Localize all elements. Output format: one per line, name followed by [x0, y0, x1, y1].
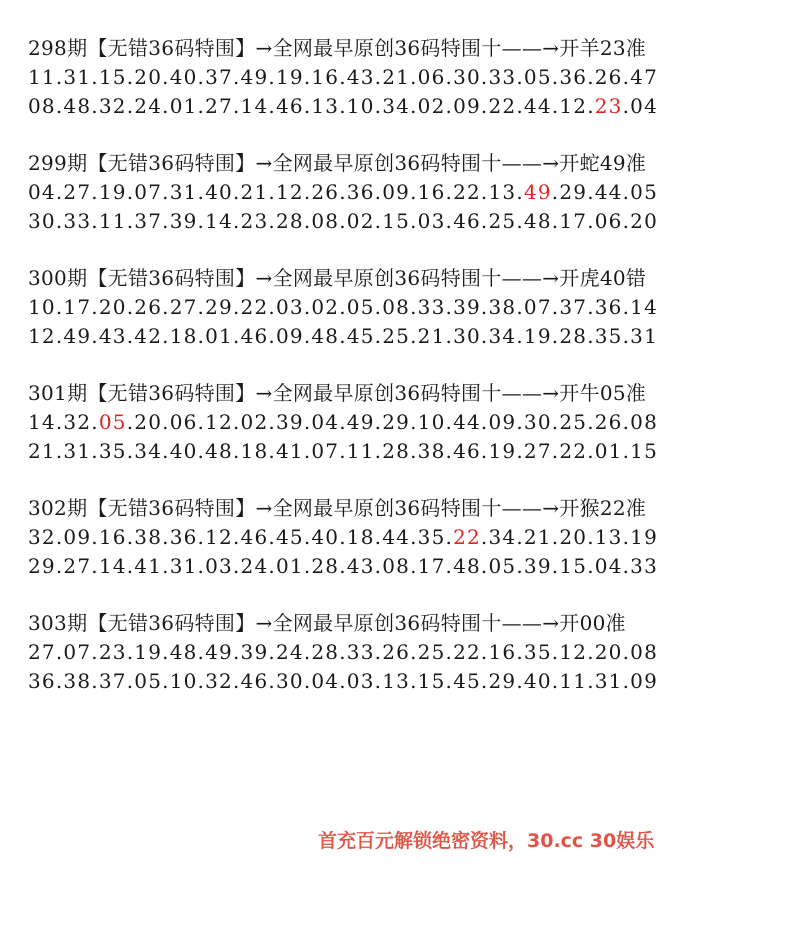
number-row: 29.27.14.41.31.03.24.01.28.43.08.17.48.05.39.15.04.33: [28, 554, 659, 578]
number-cell: 29: [559, 180, 588, 204]
number-cell: 20: [98, 295, 127, 319]
number-cell: 18: [169, 324, 198, 348]
number-cell: 34: [488, 525, 517, 549]
number-cell: 22: [240, 295, 269, 319]
number-cell: 10: [28, 295, 56, 319]
winning-number: 49: [523, 180, 552, 204]
number-cell: 14: [205, 209, 233, 233]
number-cell: 35: [98, 439, 127, 463]
period-header: 303期【无错36码特围】→全网最早原创36码特围十——→开00准: [28, 611, 626, 635]
number-cell: 28: [382, 439, 411, 463]
number-cell: 34: [134, 439, 163, 463]
number-cell: 08: [382, 554, 411, 578]
number-cell: 07: [134, 180, 163, 204]
number-cell: 12: [205, 410, 233, 434]
number-cell: 44: [523, 94, 552, 118]
number-cell: 41: [275, 439, 304, 463]
number-cell: 30: [523, 410, 552, 434]
number-cell: 40: [523, 669, 552, 693]
number-row: 30.33.11.37.39.14.23.28.08.02.15.03.46.25.48.17.06.20: [28, 209, 659, 233]
number-cell: 10: [169, 669, 198, 693]
number-cell: 20: [134, 410, 163, 434]
number-cell: 15: [417, 669, 446, 693]
number-cell: 17: [63, 295, 92, 319]
number-cell: 27: [523, 439, 552, 463]
number-cell: 25: [488, 209, 517, 233]
number-cell: 05: [488, 554, 517, 578]
number-cell: 48: [63, 94, 92, 118]
number-cell: 28: [275, 209, 304, 233]
number-cell: 37: [134, 209, 163, 233]
number-cell: 09: [488, 410, 517, 434]
number-cell: 42: [134, 324, 163, 348]
number-cell: 16: [417, 180, 446, 204]
number-cell: 11: [559, 669, 588, 693]
number-cell: 14: [28, 410, 56, 434]
number-cell: 24: [134, 94, 163, 118]
number-cell: 17: [417, 554, 446, 578]
number-cell: 46: [240, 324, 269, 348]
number-cell: 21: [523, 525, 552, 549]
number-cell: 04: [594, 554, 623, 578]
number-cell: 43: [98, 324, 127, 348]
number-cell: 18: [240, 439, 269, 463]
number-cell: 30: [275, 669, 304, 693]
number-cell: 05: [523, 65, 552, 89]
number-cell: 12: [205, 525, 233, 549]
number-cell: 03: [205, 554, 233, 578]
number-cell: 48: [311, 324, 340, 348]
number-cell: 44: [453, 410, 481, 434]
number-cell: 32: [98, 94, 127, 118]
number-cell: 33: [488, 65, 517, 89]
number-cell: 11: [346, 439, 375, 463]
number-cell: 39: [523, 554, 552, 578]
number-cell: 24: [240, 554, 269, 578]
number-cell: 46: [453, 209, 481, 233]
number-cell: 27: [28, 640, 56, 664]
number-row: 12.49.43.42.18.01.46.09.48.45.25.21.30.34.19.28.35.31: [28, 324, 659, 348]
number-cell: 06: [417, 65, 446, 89]
number-cell: 31: [630, 324, 659, 348]
period-block: [28, 609, 798, 696]
number-cell: 39: [275, 410, 304, 434]
number-cell: 02: [311, 295, 340, 319]
number-cell: 25: [417, 640, 446, 664]
number-cell: 45: [275, 525, 304, 549]
number-cell: 28: [559, 324, 588, 348]
number-cell: 13: [488, 180, 517, 204]
number-cell: 15: [559, 554, 588, 578]
number-cell: 32: [205, 669, 233, 693]
number-cell: 49: [240, 65, 269, 89]
number-cell: 30: [28, 209, 56, 233]
number-cell: 36: [346, 180, 375, 204]
number-cell: 48: [169, 640, 198, 664]
number-cell: 19: [98, 180, 127, 204]
number-cell: 23: [98, 640, 127, 664]
number-row: 04.27.19.07.31.40.21.12.26.36.09.16.22.13.49.29.44.05: [28, 180, 659, 204]
number-cell: 45: [346, 324, 375, 348]
period-header: 300期【无错36码特围】→全网最早原创36码特围十——→开虎40错: [28, 266, 647, 290]
number-cell: 19: [134, 640, 163, 664]
winning-number: 22: [453, 525, 481, 549]
number-cell: 40: [169, 439, 198, 463]
number-cell: 02: [346, 209, 375, 233]
number-cell: 33: [417, 295, 446, 319]
number-cell: 12: [275, 180, 304, 204]
number-cell: 36: [594, 295, 623, 319]
number-cell: 04: [630, 94, 659, 118]
number-cell: 20: [559, 525, 588, 549]
number-cell: 04: [311, 669, 340, 693]
number-cell: 08: [28, 94, 56, 118]
number-cell: 14: [98, 554, 127, 578]
number-cell: 09: [63, 525, 92, 549]
period-header: 302期【无错36码特围】→全网最早原创36码特围十——→开猴22准: [28, 496, 647, 520]
number-cell: 20: [630, 209, 659, 233]
number-cell: 21: [28, 439, 56, 463]
number-cell: 39: [169, 209, 198, 233]
number-cell: 21: [240, 180, 269, 204]
number-cell: 17: [559, 209, 588, 233]
number-row: 36.38.37.05.10.32.46.30.04.03.13.15.45.29.40.11.31.09: [28, 669, 659, 693]
number-cell: 36: [559, 65, 588, 89]
number-cell: 02: [417, 94, 446, 118]
number-cell: 19: [523, 324, 552, 348]
number-cell: 07: [311, 439, 340, 463]
number-cell: 27: [169, 295, 198, 319]
number-cell: 21: [417, 324, 446, 348]
number-cell: 37: [559, 295, 588, 319]
document-body: [28, 34, 798, 724]
number-cell: 31: [63, 65, 92, 89]
number-cell: 27: [63, 554, 92, 578]
number-cell: 33: [346, 640, 375, 664]
number-cell: 13: [311, 94, 340, 118]
number-cell: 26: [134, 295, 163, 319]
number-cell: 45: [453, 669, 481, 693]
winning-number: 23: [594, 94, 623, 118]
number-row: 32.09.16.38.36.12.46.45.40.18.44.35.22.34.21.20.13.19: [28, 525, 659, 549]
number-cell: 29: [488, 669, 517, 693]
number-cell: 32: [28, 525, 56, 549]
number-cell: 27: [63, 180, 92, 204]
number-cell: 31: [594, 669, 623, 693]
number-cell: 09: [630, 669, 659, 693]
period-block: [28, 149, 798, 236]
number-cell: 40: [205, 180, 233, 204]
number-cell: 22: [559, 439, 588, 463]
number-cell: 35: [594, 324, 623, 348]
number-cell: 08: [311, 209, 340, 233]
number-cell: 26: [594, 65, 623, 89]
number-cell: 15: [98, 65, 127, 89]
period-header: 298期【无错36码特围】→全网最早原创36码特围十——→开羊23准: [28, 36, 647, 60]
number-cell: 22: [488, 94, 517, 118]
number-cell: 43: [346, 554, 375, 578]
period-header: 299期【无错36码特围】→全网最早原创36码特围十——→开蛇49准: [28, 151, 647, 175]
number-cell: 38: [134, 525, 163, 549]
number-row: 14.32.05.20.06.12.02.39.04.49.29.10.44.09.30.25.26.08: [28, 410, 659, 434]
number-cell: 05: [346, 295, 375, 319]
number-cell: 16: [488, 640, 517, 664]
footer-promo-text: 首充百元解锁绝密资料，30.cc 30娱乐: [318, 830, 655, 852]
number-cell: 03: [275, 295, 304, 319]
number-cell: 32: [63, 410, 92, 434]
number-cell: 12: [559, 94, 588, 118]
number-cell: 13: [594, 525, 623, 549]
period-block: [28, 494, 798, 581]
number-cell: 37: [98, 669, 127, 693]
number-cell: 46: [453, 439, 481, 463]
number-cell: 04: [28, 180, 56, 204]
number-cell: 36: [169, 525, 198, 549]
number-cell: 46: [275, 94, 304, 118]
number-cell: 49: [63, 324, 92, 348]
number-cell: 12: [28, 324, 56, 348]
number-cell: 37: [205, 65, 233, 89]
number-cell: 14: [240, 94, 269, 118]
number-cell: 03: [346, 669, 375, 693]
number-cell: 20: [134, 65, 163, 89]
number-cell: 38: [63, 669, 92, 693]
number-cell: 01: [275, 554, 304, 578]
number-cell: 30: [453, 65, 481, 89]
number-cell: 36: [28, 669, 56, 693]
number-row: 11.31.15.20.40.37.49.19.16.43.21.06.30.33.05.36.26.47: [28, 65, 659, 89]
number-cell: 26: [311, 180, 340, 204]
number-cell: 47: [630, 65, 659, 89]
number-cell: 05: [630, 180, 659, 204]
number-cell: 16: [311, 65, 340, 89]
number-cell: 15: [382, 209, 411, 233]
number-cell: 29: [205, 295, 233, 319]
number-cell: 16: [98, 525, 127, 549]
number-cell: 13: [382, 669, 411, 693]
number-cell: 39: [240, 640, 269, 664]
number-cell: 48: [523, 209, 552, 233]
number-cell: 41: [134, 554, 163, 578]
number-cell: 25: [559, 410, 588, 434]
number-cell: 38: [417, 439, 446, 463]
number-cell: 09: [382, 180, 411, 204]
number-cell: 11: [98, 209, 127, 233]
number-cell: 20: [594, 640, 623, 664]
number-row: 21.31.35.34.40.48.18.41.07.11.28.38.46.19.27.22.01.15: [28, 439, 659, 463]
number-cell: 24: [275, 640, 304, 664]
number-cell: 23: [240, 209, 269, 233]
number-cell: 40: [169, 65, 198, 89]
number-cell: 01: [205, 324, 233, 348]
number-cell: 10: [417, 410, 446, 434]
number-cell: 48: [453, 554, 481, 578]
number-cell: 48: [205, 439, 233, 463]
number-cell: 33: [63, 209, 92, 233]
number-cell: 07: [523, 295, 552, 319]
number-cell: 06: [594, 209, 623, 233]
period-block: [28, 379, 798, 466]
period-block: [28, 264, 798, 351]
number-cell: 08: [382, 295, 411, 319]
period-block: [28, 34, 798, 121]
number-cell: 26: [594, 410, 623, 434]
number-cell: 03: [417, 209, 446, 233]
number-cell: 30: [453, 324, 481, 348]
number-cell: 19: [630, 525, 659, 549]
number-cell: 43: [346, 65, 375, 89]
number-cell: 44: [594, 180, 623, 204]
number-cell: 38: [488, 295, 517, 319]
number-cell: 10: [346, 94, 375, 118]
number-cell: 29: [382, 410, 411, 434]
number-cell: 49: [205, 640, 233, 664]
number-cell: 34: [488, 324, 517, 348]
number-cell: 22: [453, 640, 481, 664]
number-cell: 06: [169, 410, 198, 434]
number-cell: 31: [169, 180, 198, 204]
number-cell: 11: [28, 65, 56, 89]
number-cell: 35: [523, 640, 552, 664]
number-cell: 09: [275, 324, 304, 348]
number-cell: 08: [630, 410, 659, 434]
number-cell: 39: [453, 295, 481, 319]
number-cell: 29: [28, 554, 56, 578]
number-cell: 27: [205, 94, 233, 118]
number-cell: 35: [417, 525, 446, 549]
number-cell: 08: [630, 640, 659, 664]
number-cell: 07: [63, 640, 92, 664]
number-cell: 18: [346, 525, 375, 549]
number-cell: 40: [311, 525, 340, 549]
number-cell: 34: [382, 94, 411, 118]
number-cell: 15: [630, 439, 659, 463]
number-cell: 12: [559, 640, 588, 664]
number-cell: 19: [488, 439, 517, 463]
number-cell: 49: [346, 410, 375, 434]
number-cell: 19: [275, 65, 304, 89]
number-cell: 33: [630, 554, 659, 578]
number-cell: 22: [453, 180, 481, 204]
number-cell: 28: [311, 554, 340, 578]
number-row: 10.17.20.26.27.29.22.03.02.05.08.33.39.38.07.37.36.14: [28, 295, 659, 319]
number-cell: 44: [382, 525, 411, 549]
number-cell: 01: [594, 439, 623, 463]
number-cell: 46: [240, 669, 269, 693]
number-cell: 26: [382, 640, 411, 664]
number-cell: 02: [240, 410, 269, 434]
period-header: 301期【无错36码特围】→全网最早原创36码特围十——→开牛05准: [28, 381, 647, 405]
number-cell: 25: [382, 324, 411, 348]
number-cell: 09: [453, 94, 481, 118]
number-cell: 31: [169, 554, 198, 578]
number-cell: 01: [169, 94, 198, 118]
winning-number: 05: [98, 410, 127, 434]
number-cell: 04: [311, 410, 340, 434]
number-cell: 46: [240, 525, 269, 549]
number-cell: 31: [63, 439, 92, 463]
number-cell: 28: [311, 640, 340, 664]
number-row: 27.07.23.19.48.49.39.24.28.33.26.25.22.16.35.12.20.08: [28, 640, 659, 664]
number-row: 08.48.32.24.01.27.14.46.13.10.34.02.09.22.44.12.23.04: [28, 94, 659, 118]
number-cell: 14: [630, 295, 659, 319]
number-cell: 05: [134, 669, 163, 693]
number-cell: 21: [382, 65, 411, 89]
